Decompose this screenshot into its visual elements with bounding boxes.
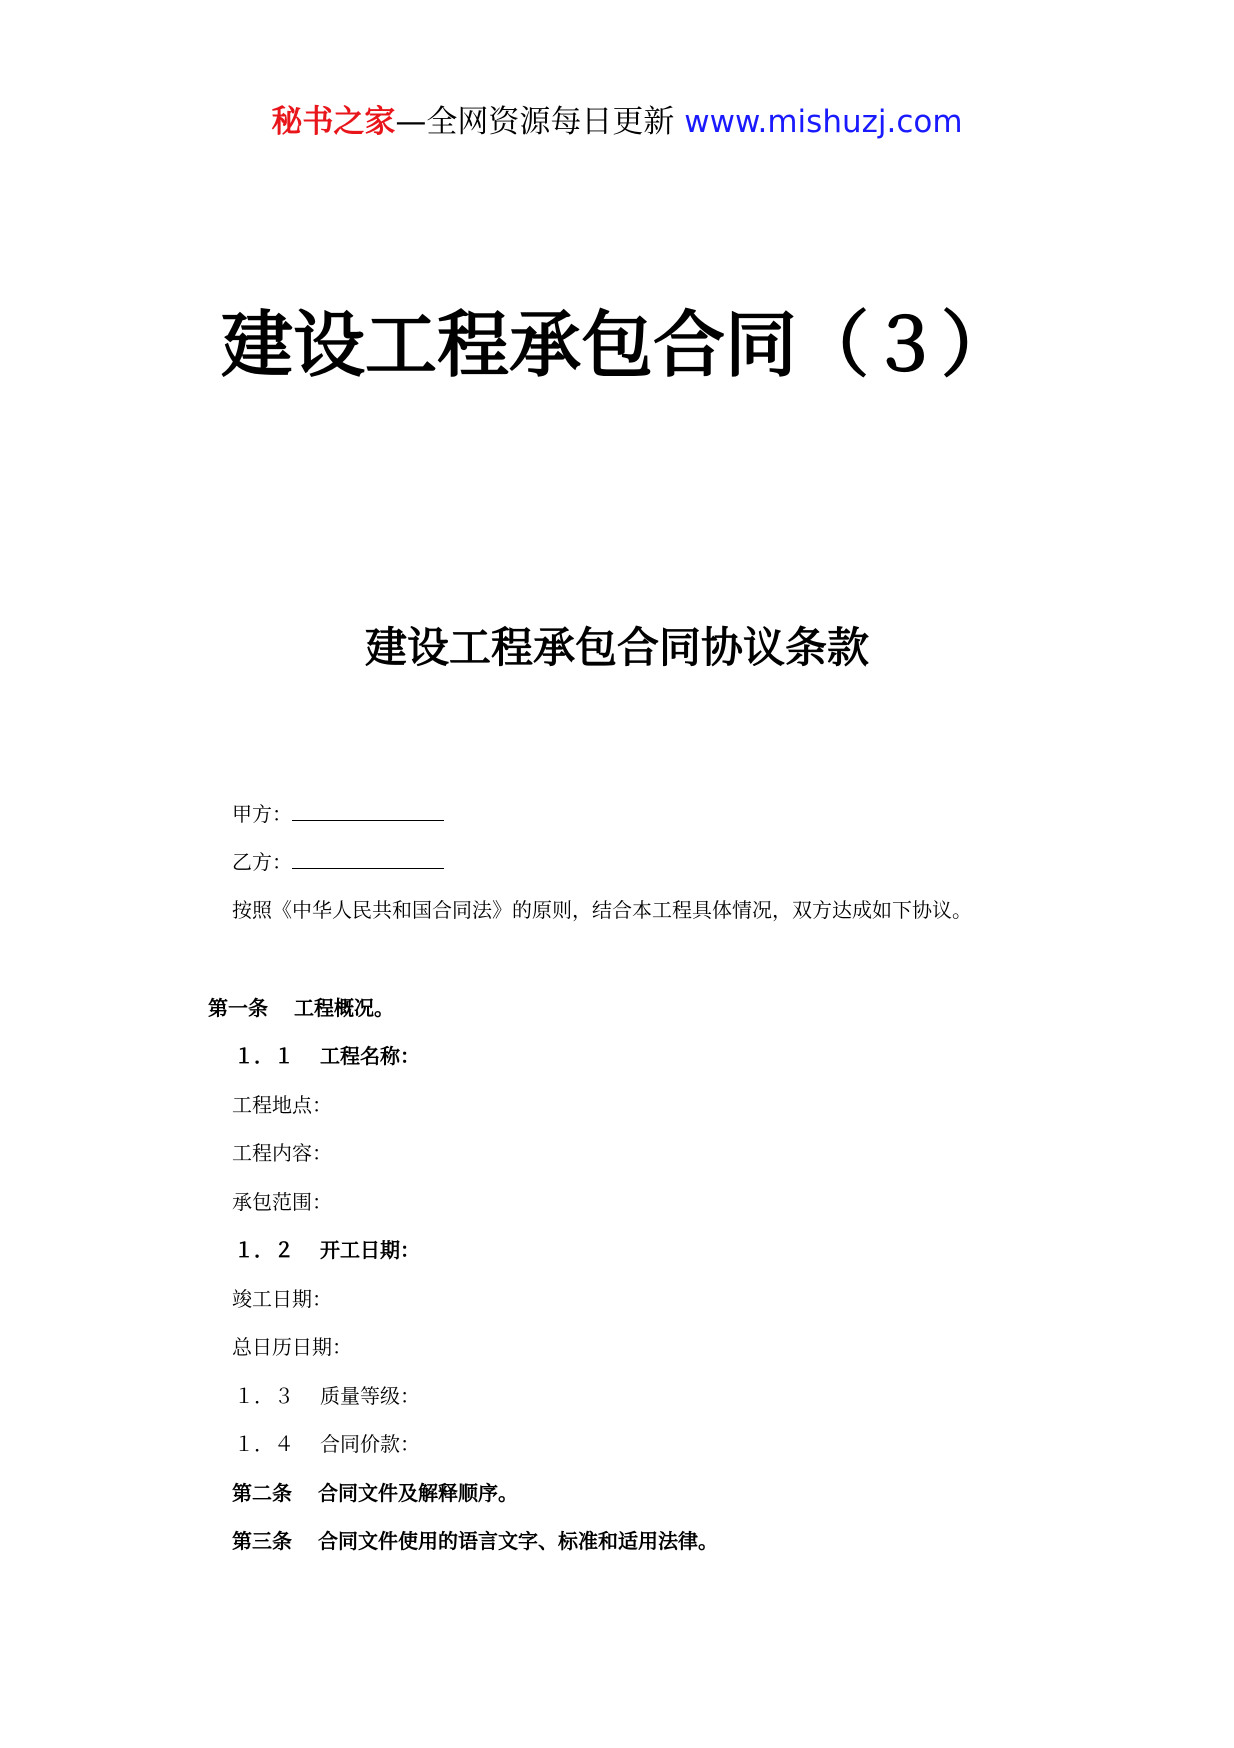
contract-scope: 承包范围： bbox=[232, 1190, 332, 1214]
site-url-link[interactable]: www.mishuzj.com bbox=[684, 104, 963, 140]
party-a-label: 甲方： bbox=[232, 802, 292, 826]
item-1-2 bbox=[234, 1236, 420, 1264]
party-b-blank bbox=[292, 850, 444, 869]
brand-name: 秘书之家 bbox=[271, 104, 396, 140]
article-1-number: 第一条 bbox=[208, 996, 268, 1020]
party-a-blank bbox=[292, 802, 444, 821]
item-1-4-label: 合同价款： bbox=[320, 1432, 420, 1456]
item-1-1-label: 工程名称： bbox=[320, 1044, 420, 1068]
article-2-number: 第二条 bbox=[232, 1481, 292, 1505]
item-1-3 bbox=[234, 1382, 420, 1410]
completion-date: 竣工日期： bbox=[232, 1287, 332, 1311]
site-banner bbox=[0, 100, 1234, 144]
article-3-title: 合同文件使用的语言文字、标准和适用法律。 bbox=[318, 1529, 718, 1553]
article-3-number: 第三条 bbox=[232, 1529, 292, 1553]
item-1-1-number: １．１ bbox=[234, 1044, 294, 1068]
article-2-title: 合同文件及解释顺序。 bbox=[318, 1481, 518, 1505]
project-location: 工程地点： bbox=[232, 1093, 332, 1117]
party-a-line bbox=[232, 800, 444, 828]
item-1-4 bbox=[234, 1430, 420, 1458]
article-3-heading bbox=[232, 1527, 718, 1555]
item-1-1 bbox=[234, 1042, 420, 1070]
item-1-2-label: 开工日期： bbox=[320, 1238, 420, 1262]
item-1-3-number: １．３ bbox=[234, 1384, 294, 1408]
article-1-heading bbox=[208, 994, 394, 1022]
intro-paragraph: 按照《中华人民共和国合同法》的原则，结合本工程具体情况，双方达成如下协议。 bbox=[232, 898, 972, 922]
item-1-4-number: １．４ bbox=[234, 1432, 294, 1456]
item-1-3-label: 质量等级： bbox=[320, 1384, 420, 1408]
document-subtitle: 建设工程承包合同协议条款 bbox=[364, 623, 869, 672]
project-content: 工程内容： bbox=[232, 1141, 332, 1165]
article-1-title: 工程概况。 bbox=[294, 996, 394, 1020]
document-title: 建设工程承包合同（３） bbox=[220, 302, 1013, 387]
total-calendar-days: 总日历日期： bbox=[232, 1335, 352, 1359]
banner-tagline: —全网资源每日更新 bbox=[395, 104, 675, 140]
party-b-label: 乙方： bbox=[232, 850, 292, 874]
article-2-heading bbox=[232, 1479, 518, 1507]
party-b-line bbox=[232, 848, 444, 876]
item-1-2-number: １．２ bbox=[234, 1238, 294, 1262]
